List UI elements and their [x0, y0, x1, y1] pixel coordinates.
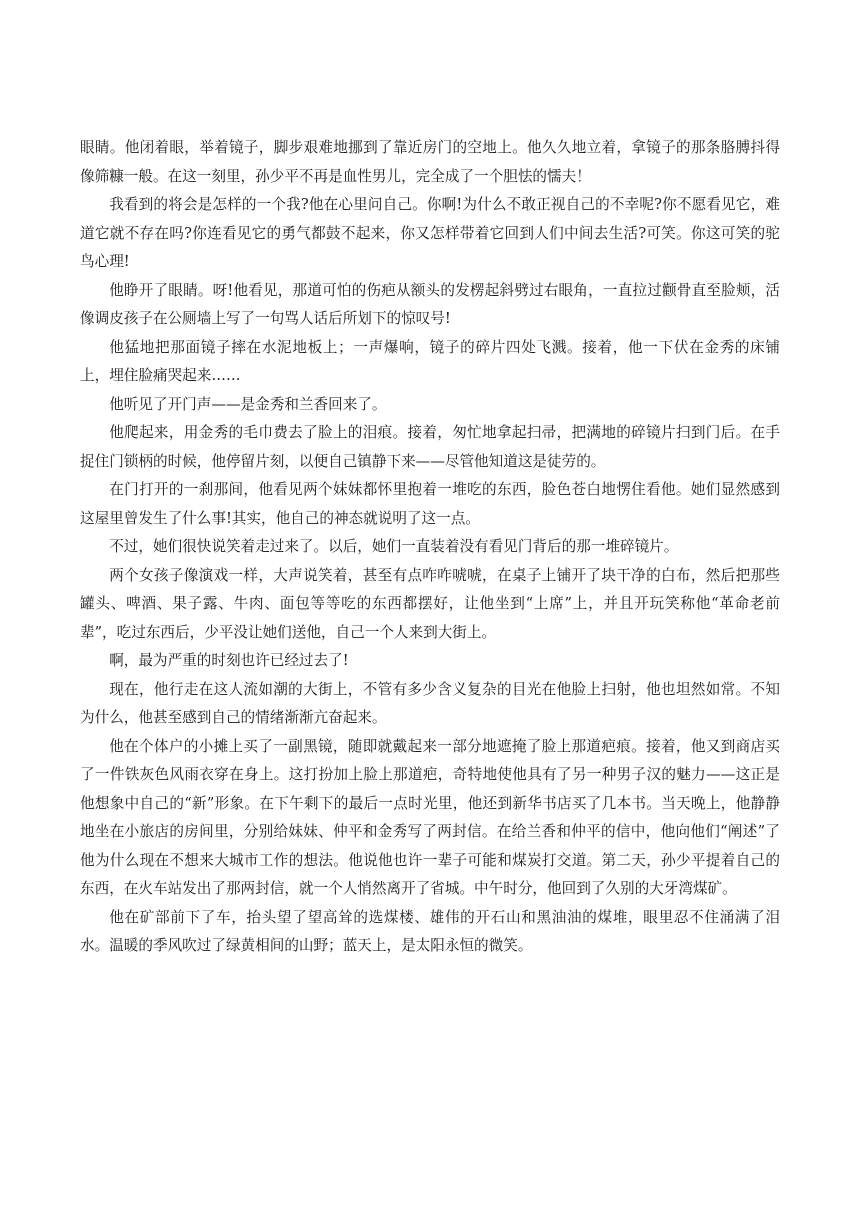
paragraph: 啊，最为严重的时刻也许已经过去了! [109, 652, 349, 669]
paragraph: 我看到的将会是怎样的一个我?他在心里问自己。你啊!为什么不敢正视自己的不幸呢?你不愿看见它，难道它就不存在吗?你连看见它的勇气都鼓不起来，你又怎样带着它回到人们中间去生活?可笑。你这可笑的驼鸟心理! [80, 196, 780, 270]
paragraph: 不过，她们很快说笑着走过来了。以后，她们一直装着没有看见门背后的那一堆碎镜片。 [109, 538, 679, 555]
paragraph: 他在个体户的小摊上买了一副黑镜，随即就戴起来一部分地遮掩了脸上那道疤痕。接着，他又到商店买了一件铁灰色风雨衣穿在身上。这打扮加上脸上那道疤，奇特地使他具有了另一种男子汉的魅力——这正是他想象中自己的“新”形象。在下午剩下的最后一点时光里，他还到新华书店买了几本书。当天晚上，他静静地坐在小旅店的房间里，分别给妹妹、仲平和金秀写了两封信。在给兰香和仲平的信中，他向他们“阐述”了他为什么现在不想来大城市工作的想法。他说他也许一辈子可能和煤炭打交道。第二天，孙少平提着自己的东西，在火车站发出了那两封信，就一个人悄然离开了省城。中午时分，他回到了久别的大牙湾煤矿。 [80, 737, 780, 897]
paragraph: 他听见了开门声——是金秀和兰香回来了。 [109, 395, 387, 413]
paragraph: 他猛地把那面镜子摔在水泥地板上；一声爆响，镜子的碎片四处飞溅。接着，他一下伏在金秀的床铺上，埋住脸痛哭起来…… [80, 338, 780, 384]
paragraph: 现在，他行走在这人流如潮的大街上，不管有多少含义复杂的目光在他脸上扫射，他也坦然如常。不知为什么，他甚至感到自己的情绪渐渐亢奋起来。 [80, 680, 780, 726]
paragraph: 他爬起来，用金秀的毛巾费去了脸上的泪痕。接着，匆忙地拿起扫帚，把满地的碎镜片扫到门后。在手捉住门锁柄的时候，他停留片刻，以便自己镇静下来——尽管他知道这是徒劳的。 [80, 424, 780, 470]
paragraph: 两个女孩子像演戏一样，大声说笑着，甚至有点咋咋唬唬，在桌子上铺开了块干净的白布，然后把那些罐头、啤酒、果子露、牛肉、面包等等吃的东西都摆好，让他坐到“上席”上，并且开玩笑称他“革命老前辈”，吃过东西后，少平没让她们送他，自己一个人来到大街上。 [80, 566, 780, 641]
paragraph: 在门打开的一刹那间，他看见两个妹妹都怀里抱着一堆吃的东西，脸色苍白地愣住看他。她们显然感到这屋里曾发生了什么事!其实，他自己的神态就说明了这一点。 [80, 481, 780, 527]
paragraph: 他在矿部前下了车，抬头望了望高耸的选煤楼、雄伟的开石山和黑油油的煤堆，眼里忍不住涌满了泪水。温暖的季风吹过了绿黄相间的山野；蓝天上，是太阳永恒的微笑。 [80, 908, 780, 954]
paragraph: 他睁开了眼睛。呀!他看见，那道可怕的伤疤从额头的发楞起斜劈过右眼角，一直拉过颧骨直至脸颊，活像调皮孩子在公厕墙上写了一句骂人话后所划下的惊叹号! [80, 281, 780, 327]
paragraph: 眼睛。他闭着眼，举着镜子，脚步艰难地挪到了靠近房门的空地上。他久久地立着，拿镜子的那条胳膊抖得像筛糠一般。在这一刻里，孙少平不再是血性男儿，完全成了一个胆怯的懦夫！ [80, 139, 780, 185]
article-body [80, 134, 780, 961]
